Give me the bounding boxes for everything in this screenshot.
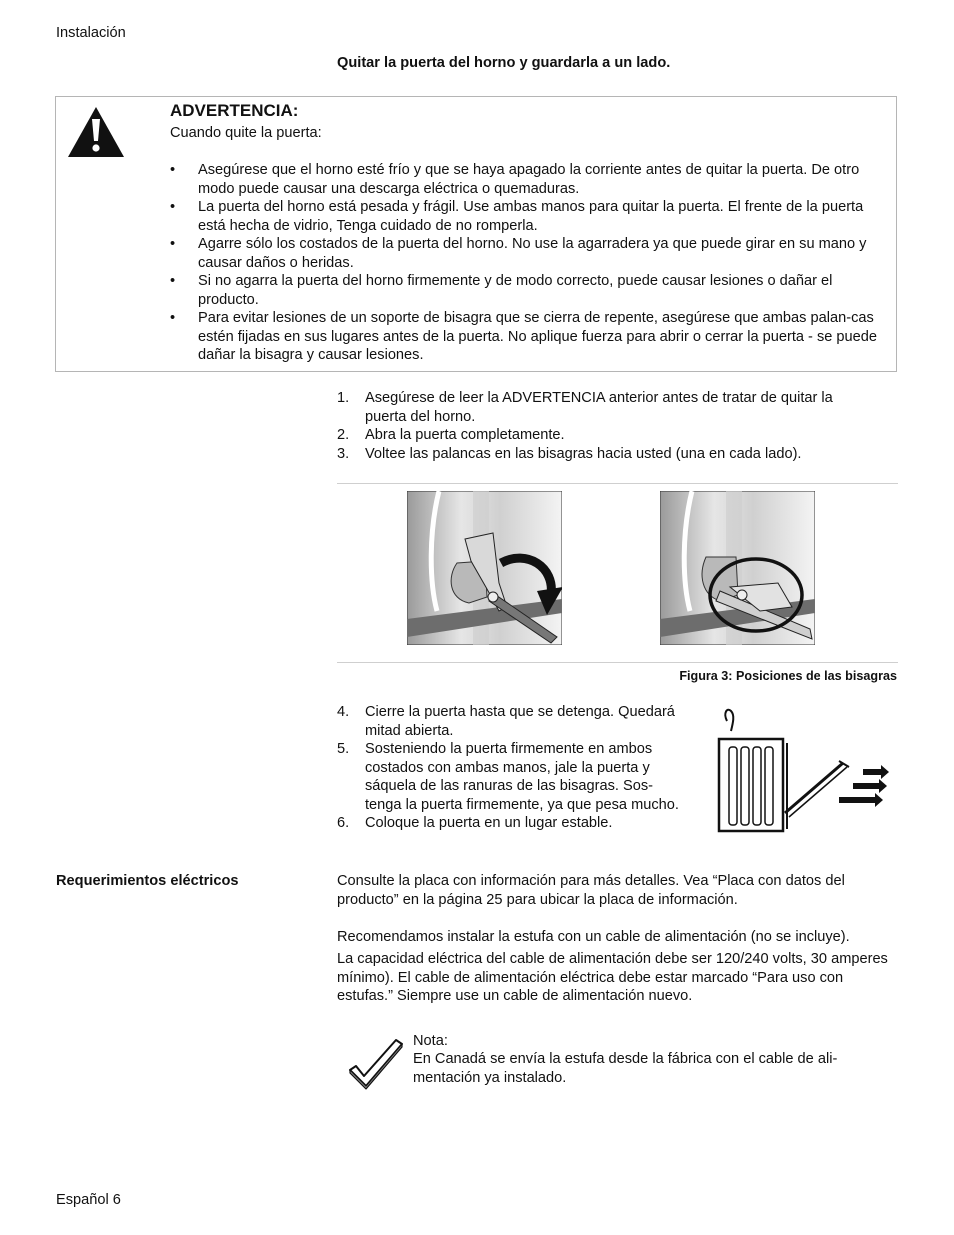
step-number: 3.: [337, 445, 350, 462]
figure-divider-bottom: [337, 662, 898, 663]
step-item: [337, 426, 877, 445]
step-text: Asegúrese de leer la ADVERTENCIA anterior antes de tratar de quitar la puerta del horno.: [365, 390, 833, 425]
warning-item: • La puerta del horno está pesada y frágil. Use ambas manos para quitar la puerta. El frente de la puerta está hecha de vidrio, Tenga cuidado de no romperla.: [170, 198, 892, 235]
note-label: Nota:: [413, 1033, 448, 1049]
checkmark-icon: [346, 1036, 404, 1090]
warning-item: • Para evitar lesiones de un soporte de bisagra que se cierra de repente, asegúrese que ambas palan-cas estén fijadas en sus lugares antes de la puerta. No aplique fuerza para abrir o cerrar la puerta - se puede dañar la bisagra y causar lesiones.: [170, 309, 892, 365]
warning-item: • Agarre sólo los costados de la puerta del horno. No use la agarradera ya que puede girar en su mano y causar daños o heridas.: [170, 235, 892, 272]
step-number: 4.: [337, 704, 350, 720]
step-text: Cierre la puerta hasta que se detenga. Quedará mitad abierta.: [365, 704, 675, 739]
steps-list-2: [337, 703, 687, 833]
page-footer: Español 6: [56, 1192, 121, 1208]
warning-list: [170, 161, 892, 365]
step-text: Voltee las palancas en las bisagras hacia usted (una en cada lado).: [365, 445, 802, 462]
hinge-open-image: [660, 491, 815, 645]
step-item: [337, 445, 877, 464]
steps-list-1: [337, 389, 877, 463]
step-number: 6.: [337, 815, 350, 831]
door-removal-image: [715, 705, 891, 835]
figure-divider-top: [337, 483, 898, 484]
figure-caption: Figura 3: Posiciones de las bisagras: [679, 669, 897, 683]
hinge-closed-image: [407, 491, 562, 645]
step-item: [337, 703, 687, 740]
electrical-paragraph-1: Consulte la placa con información para más detalles. Vea “Placa con datos del producto” en la página 25 para ubicar la placa de información.: [337, 873, 845, 908]
step-text: Sosteniendo la puerta firmemente en ambos costados con ambas manos, jale la puerta y sáquela de las ranuras de las bisagras. Sos-tenga la puerta firmemente, ya que pesa mucho.: [365, 741, 679, 813]
section-label: Instalación: [56, 25, 126, 41]
electrical-paragraph-2: Recomendamos instalar la estufa con un cable de alimentación (no se incluye).: [337, 929, 850, 945]
warning-intro: Cuando quite la puerta:: [170, 125, 322, 141]
step-item: [337, 389, 877, 426]
warning-item: • Asegúrese que el horno esté frío y que se haya apagado la corriente antes de quitar la puerta. De otro modo puede causar una descarga eléctrica o quemaduras.: [170, 161, 892, 198]
warning-box: [55, 96, 897, 372]
electrical-requirements-heading: Requerimientos eléctricos: [56, 873, 239, 889]
step-item: [337, 740, 687, 814]
warning-item: • Si no agarra la puerta del horno firmemente y de modo correcto, puede causar lesiones o dañar el producto.: [170, 272, 892, 309]
step-number: 2.: [337, 427, 350, 443]
step-item: [337, 814, 687, 833]
step-text: Coloque la puerta en un lugar estable.: [365, 815, 613, 831]
warning-triangle-icon: [66, 105, 126, 159]
step-text: Abra la puerta completamente.: [365, 427, 565, 443]
instruction-heading: Quitar la puerta del horno y guardarla a un lado.: [337, 55, 671, 71]
note-text: En Canadá se envía la estufa desde la fábrica con el cable de ali-mentación ya instalado.: [413, 1051, 838, 1086]
warning-title: ADVERTENCIA:: [170, 101, 299, 120]
step-number: 5.: [337, 741, 350, 757]
electrical-paragraph-3: La capacidad eléctrica del cable de alimentación debe ser 120/240 volts, 30 amperes mínimo). El cable de alimentación eléctrica debe estar marcado “Para uso con estufas.” Siempre use un cable de alimentación nuevo.: [337, 951, 888, 1004]
step-number: 1.: [337, 390, 350, 406]
